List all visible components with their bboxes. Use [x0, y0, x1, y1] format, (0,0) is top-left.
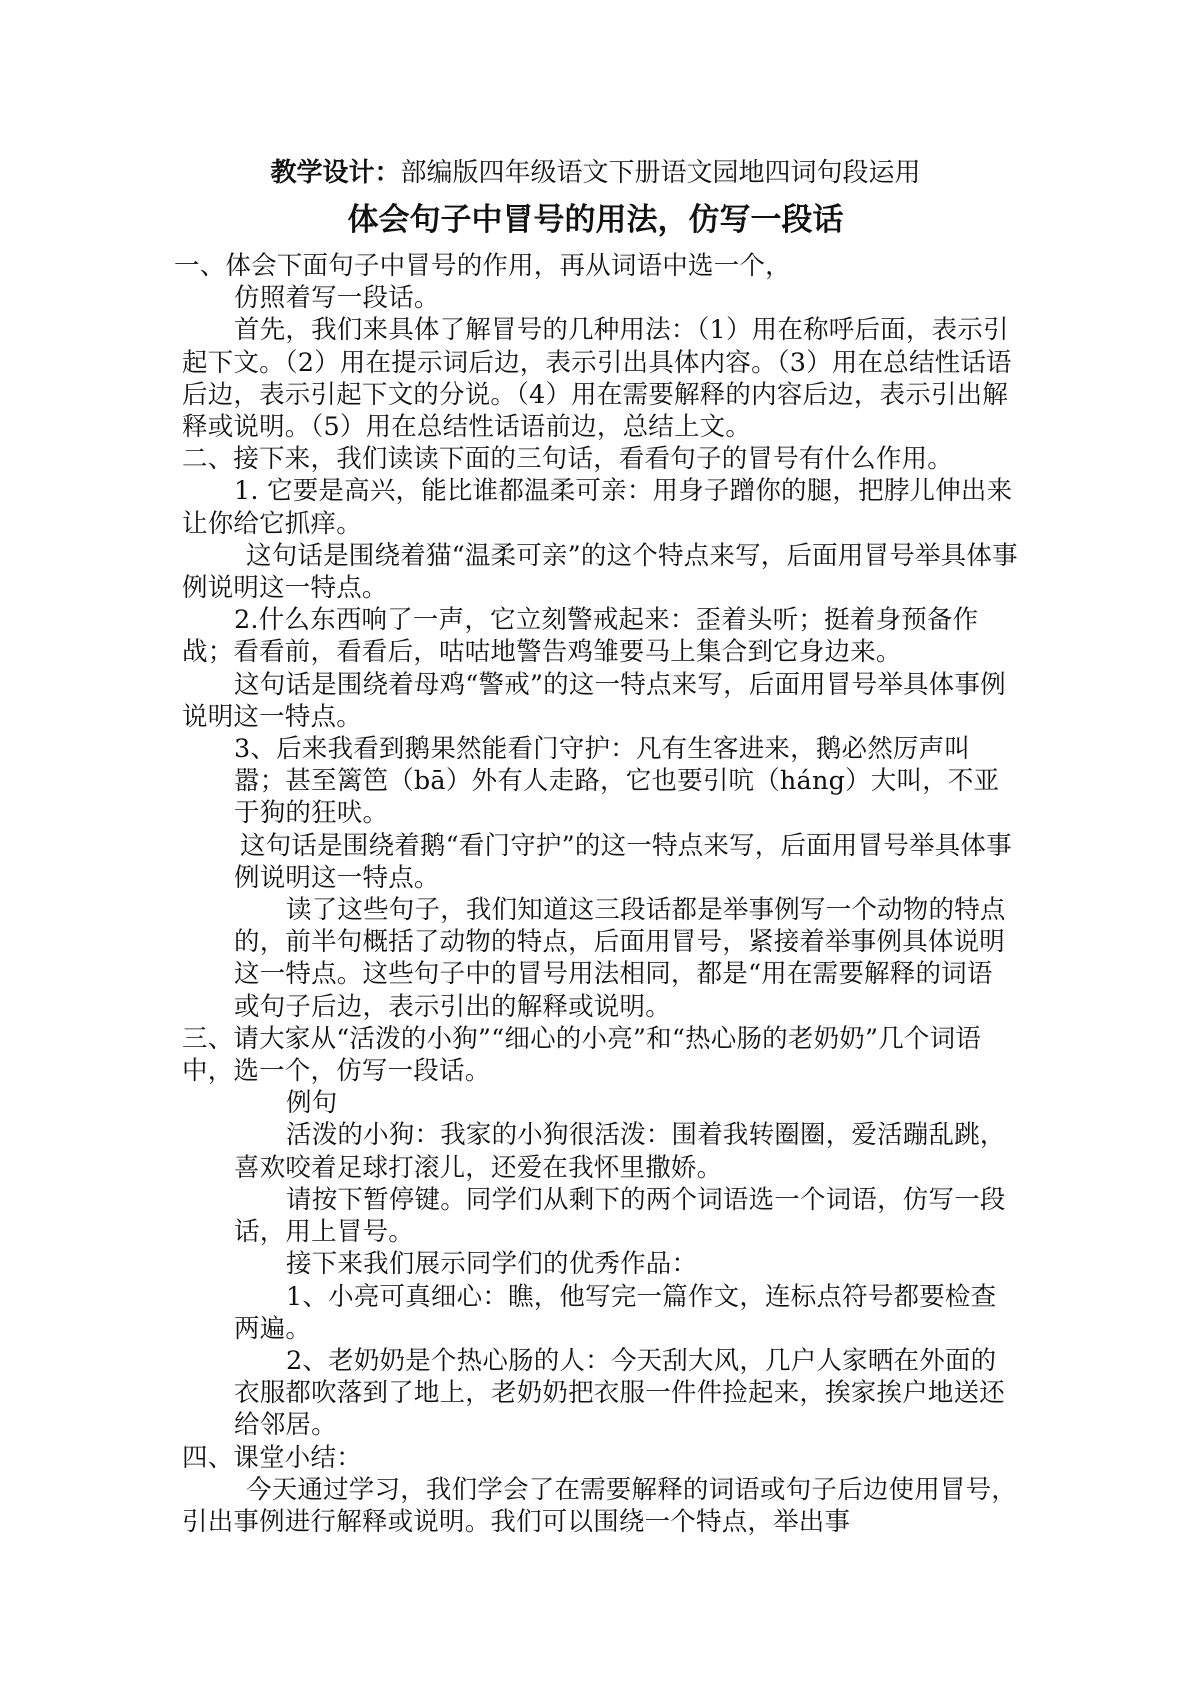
explanation-2: 这句话是围绕着母鸡“警戒”的这一特点来写，后面用冒号举具体事例说明这一特点。 [182, 669, 1006, 732]
example-sentence-3: 3、后来我看到鹅果然能看门守护：凡有生客进来，鹅必然厉声叫嚣；甚至篱笆（bā）外有人走路，它也要引吭（háng）大叫，不亚于狗的狂吠。 [234, 734, 1000, 829]
header-label: 教学设计： [270, 158, 401, 188]
header-subtitle: 部编版四年级语文下册语文园地四词句段运用 [400, 158, 921, 188]
section-heading-4: 四、课堂小结： [182, 1442, 362, 1473]
paragraph: 仿照着写一段话。 [234, 283, 440, 314]
showcase-intro: 接下来我们展示同学们的优秀作品： [286, 1249, 698, 1280]
example-sentence-1: 1. 它要是高兴，能比谁都温柔可亲：用身子蹭你的腿，把脖儿伸出来让你给它抓痒。 [182, 476, 1013, 539]
section-heading-1: 一、体会下面句子中冒号的作用，再从词语中选一个， [174, 251, 791, 281]
showcase-work-1: 1、小亮可真细心：瞧，他写完一篇作文，连标点符号都要检查两遍。 [234, 1281, 997, 1344]
explanation-3: 这句话是围绕着鹅“看门守护”的这一特点来写，后面用冒号举具体事例说明这一特点。 [234, 830, 1012, 893]
explanation-1: 这句话是围绕着猫“温柔可亲”的这个特点来写，后面用冒号举具体事例说明这一特点。 [182, 540, 1018, 604]
example-label: 例句 [286, 1088, 338, 1119]
section-heading-2: 二、接下来，我们读读下面的三句话，看看句子的冒号有什么作用。 [182, 444, 954, 475]
example-paragraph: 活泼的小狗：我家的小狗很活泼：围着我转圈圈，爱活蹦乱跳，喜欢咬着足球打滚儿，还爱在我怀里撒娇。 [234, 1120, 1006, 1183]
summary-paragraph: 读了这些句子，我们知道这三段话都是举事例写一个动物的特点的，前半句概括了动物的特点，后面用冒号，紧接着举事例具体说明这一特点。这些句子中的冒号用法相同，都是“用在需要解释的词语或句子后边，表示引出的解释或说明。 [234, 895, 1006, 1022]
document-header [0, 156, 1191, 190]
showcase-work-2: 2、老奶奶是个热心肠的人：今天刮大风，几户人家晒在外面的衣服都吹落到了地上，老奶奶把衣服一件件捡起来，挨家挨户地送还给邻居。 [234, 1345, 1006, 1441]
example-sentence-2: 2.什么东西响了一声，它立刻警戒起来：歪着头听；挺着身预备作战；看看前，看看后，咕咕地警告鸡雏要马上集合到它身边来。 [182, 605, 979, 668]
conclusion-paragraph: 今天通过学习，我们学会了在需要解释的词语或句子后边使用冒号，引出事例进行解释或说明。我们可以围绕一个特点，举出事 [182, 1474, 1018, 1537]
document-body [174, 250, 1018, 1538]
instruction-paragraph: 请按下暂停键。同学们从剩下的两个词语选一个词语，仿写一段话，用上冒号。 [234, 1184, 1006, 1248]
paragraph: 首先，我们来具体了解冒号的几种用法：（1）用在称呼后面，表示引起下文。（2）用在提示词后边，表示引出具体内容。（3）用在总结性话语后边，表示引起下文的分说。（4）用在需要解释的内容后边，表示引出解释或说明。（5）用在总结性话语前边，总结上文。 [182, 315, 1012, 443]
section-heading-3: 三、请大家从“活泼的小狗”“细心的小亮”和“热心肠的老奶奶”几个词语中，选一个，仿写一段话。 [182, 1023, 982, 1087]
document-title: 体会句子中冒号的用法，仿写一段话 [347, 202, 844, 238]
